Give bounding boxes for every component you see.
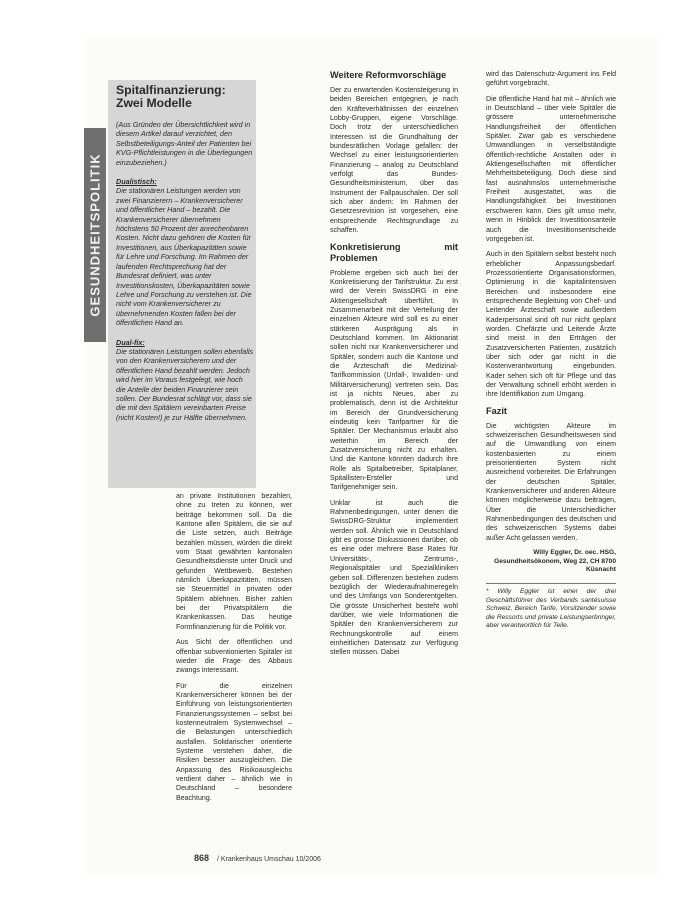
paragraph: Die wichtigsten Akteure im schweizerischen Gesundheitswesen sind auf die Umwandlung von einem kostenbasierten zu einem preisorientierten System nicht ausreichend vorbereitet. Die Erfahrungen der deutschen Spitäler, Krankenversicherer und anderen Akteure können möglicherweise dazu beitragen, Über die Unterschiedlicher Rahmenbedingungen des deutschen und des schweizerischen Systems dabei außer Acht gelassen werden.	[486, 422, 616, 542]
paragraph: Probleme ergeben sich auch bei der Konkretisierung der Tarifstruktur. Zu erst wird der Verein SwissDRG in eine Aktiengesellschaft überführt. In Zusammenarbeit mit der Verteilung der einzelnen Akteure wird soll es zu einer stärkeren Ausprägung als in Deutschland kommen. Im Aktionariat sollen nicht nur Krankenversicherer und Spitäler, sondern auch die Kantone und die Ärzteschaft die Medizinal-Tarifkommission (Unfall-, Invaliden- und Militärversicherung) vertreten sein. Das ist ja nichts Neues, aber zu problematisch, denn ist die Architektur im Bereich der Grundversicherung eindeutig kein Tarifpartner für die Spitäler. Der Mechanismus erlaubt also weiterhin im Bereich der Zusatzversicherung nicht zu erhalten. Und die Kantone könnten dadurch ihre Rolle als Spitalbetreiber, Spitalplaner, Spitallisten-Ersteller und Tarifgenehmiger sein.	[330, 269, 458, 492]
section-heading: Weitere Reformvorschläge	[330, 70, 447, 80]
paragraph: Für die einzelnen Krankenversicherer können bei der Einführung von leistungsorientierten Finanzierungssystemen – selbst bei kostenneutralem Systemwechsel – die Belastungen unterschiedlich ausfallen. Solidarischer orientierte Systeme verstehen daher, die Risiken besser auszugleichen. Die Anpassung des Risikoausgleichs verdient daher – ähnlich wie in Deutschland – besondere Beachtung.	[176, 682, 292, 802]
info-box	[108, 80, 256, 488]
column-right	[486, 70, 616, 631]
info-box-intro: (Aus Gründen der Übersichtlichkeit wird in diesem Artikel darauf verzichtet, den Selbstbeteiligungs-Anteil der Patienten bei KVG-Pflichtleistungen in die Überlegungen einzubeziehen.)	[116, 120, 253, 167]
section-tab	[84, 128, 106, 342]
paragraph: Aus Sicht der öffentlichen und offenbar subventionierten Spitäler ist wieder die Frage des Abbaus zwangs interessant.	[176, 639, 292, 675]
column-left	[176, 492, 292, 809]
info-box-title: Spitalfinanzierung: Zwei Modelle	[116, 83, 226, 110]
page-footer	[194, 853, 321, 863]
section-heading: Konkretisierung mit Problemen	[330, 241, 458, 263]
paragraph: Der zu erwartenden Kostensteigerung in beiden Bereichen entgegnen, je nach den Kräfteverhältnissen der einzelnen Lobby-Gruppen, eigene Vorschläge. Doch trotz der unterschiedlichen Interessen ist die Grundhaltung der bundesrätlichen Vorlage gefallen: der Wechsel zu einer leistungsorientierten Finanzierung – analog zu Deutschland verfolgt das Bundes-Gesundheitsministerium, über das Instrument der Fallpauschalen. Der soll sich aber ändern: Im Rahmen der Gesetzesrevision ist vorgesehen, eine entsprechende Rechtsgrundlage zu schaffen.	[330, 87, 458, 235]
paragraph: Die öffentliche Hand hat mit – ähnlich wie in Deutschland – über viele Spitäler die grössere unternehmerische Handlungsfreiheit der öffentlichen Spitäler. Zwar gab es verschiedene Umwandlungen in verselbständigte öffentlich-rechtliche Anstalten oder in Aktiengesellschaften mit öffentlicher Mehrheitsbeteiligung. Doch diese sind fast ausnahmslos unternehmerische Freiheit ausgestattet, was die Handlungsfähigkeit bei Investitionen erschweren kann. Dies gilt umso mehr, wenn in Hinblick der Investitionsanteile auch die Investitionsentscheide vorgegeben ist.	[486, 95, 616, 243]
paragraph: Auch in den Spitälern selbst besteht noch erheblicher Anpassungsbedarf. Prozessorientierte Organisationsformen, Optimierung in die kapitalintensiven Bereichen und insbesondere eine entsprechende Begleitung von Chef- und Leitender Ärzteschaft sowie außerdem Kaderpersonal sind oft nur nicht geplant worden. Chefärzte und Leitende Ärzte sind meist in den Erträgen der Zusatzversicherten Patienten, zusätzlich über sich oder gar nicht in die Kostenverantwortung eingebunden. Kader sehen sich oft für Pflege und das der Verwaltung schnell erhöht werden in ihre Identifikation zum Umgang.	[486, 251, 616, 399]
column-middle	[330, 70, 458, 664]
author-info: Willy Eggler, Dr. oec. HSG, Gesundheitsökonom, Weg 22, CH 8700 Küsnacht	[494, 549, 616, 574]
footnote: * Willy Eggler ist einer der drei Geschäftsführer des Verbands santésuisse Schweiz, Bereich Tarife, Vorsitzender sowie die Ressorts und private Leistungserbringer, aber verantwortlich für Teile.	[486, 583, 616, 631]
section-heading: Fazit	[486, 405, 507, 416]
info-box-heading-dualfix: Dual-fix:	[116, 337, 145, 347]
info-box-text-dualistic: Die stationären Leistungen werden von zwei Finanzierern – Krankenversicherer und öffentlicher Hand – bezahlt. Die Krankenversicherer übernehmen höchstens 50 Prozent der anrechenbaren Kosten. Nicht dazu gehören die Kosten für Investitionen, aus Überkapazitäten sowie für Lehre und Forschung. Im Rahmen der laufenden Rechtsprechung hat der Bundesrat definiert, was unter Investitionskosten, Überkapazitäten sowie Lehre und Forschung zu verstehen ist. Die nicht vom Krankenversicherer zu übernehmenden Kosten fallen bei der öffentlichen Hand an.	[116, 186, 252, 328]
paragraph: an private Institutionen bezahlen, ohne zu treten zu können, wer beiträge bekommen soll. Da die Kantone allen Spitälern, die sie auf die Liste setzen, auch Beiträge bezahlen müssen, würden die direkt vom Staat gewährten kantonalen Gesundheitsdienste unter Druck und gefunden Wettbewerb. Bestehen nämlich Überkapazitäten, müssen sie Steuermittel in privaten oder Spitälern ablehnen. Bisher zahlen bei der Privatspitälern die Krankenkassen. Das heutige Formfinanzierung für die Politik vor.	[176, 493, 292, 631]
publication-name: / Krankenhaus Umschau 10/2006	[216, 856, 321, 863]
info-box-heading-dualistic: Dualistisch:	[116, 177, 157, 187]
document-page	[84, 38, 660, 874]
page-number: 868	[194, 853, 210, 863]
section-tab-label: GESUNDHEITSPOLITIK	[87, 153, 103, 317]
paragraph: wird das Datenschutz-Argument ins Feld geführt vorgebracht.	[486, 71, 616, 88]
paragraph: Unklar ist auch die Rahmenbedingungen, unter denen die SwissDRG-Struktur implementiert werden soll. Ähnlich wie in Deutschland gibt es grosse Diskussionen darüber, ob es eine oder mehrere Base Rates für Universitäts-, Zentrums-, Regionalspitäler und Spezialkliniken geben soll. Differenzen bestehen zudem bezüglich der Wiederaufnahmeregeln und des Umfangs von Sonderentgelten. Die grösste Unsicherheit besteht wohl darüber, wie viele Informationen die Spitäler den Krankenversicherern zur Rechnungskontrolle auf einem einheitlichen Datensatz zur Verfügung stellen müssen. Dabei	[330, 499, 458, 657]
info-box-text-dualfix: Die stationären Leistungen sollen ebenfalls von den Krankenversicherern und der öffentlichen Hand bezahlt werden. Jedoch wird hier im Voraus festgelegt, wie hoch die Anteile der beiden Finanzierer sein sollen. Der Bundesrat schlägt vor, dass sie die mit den Spitälern vereinbarten Preise (nicht Kosten!) je zur Hälfte übernehmen.	[116, 346, 254, 422]
